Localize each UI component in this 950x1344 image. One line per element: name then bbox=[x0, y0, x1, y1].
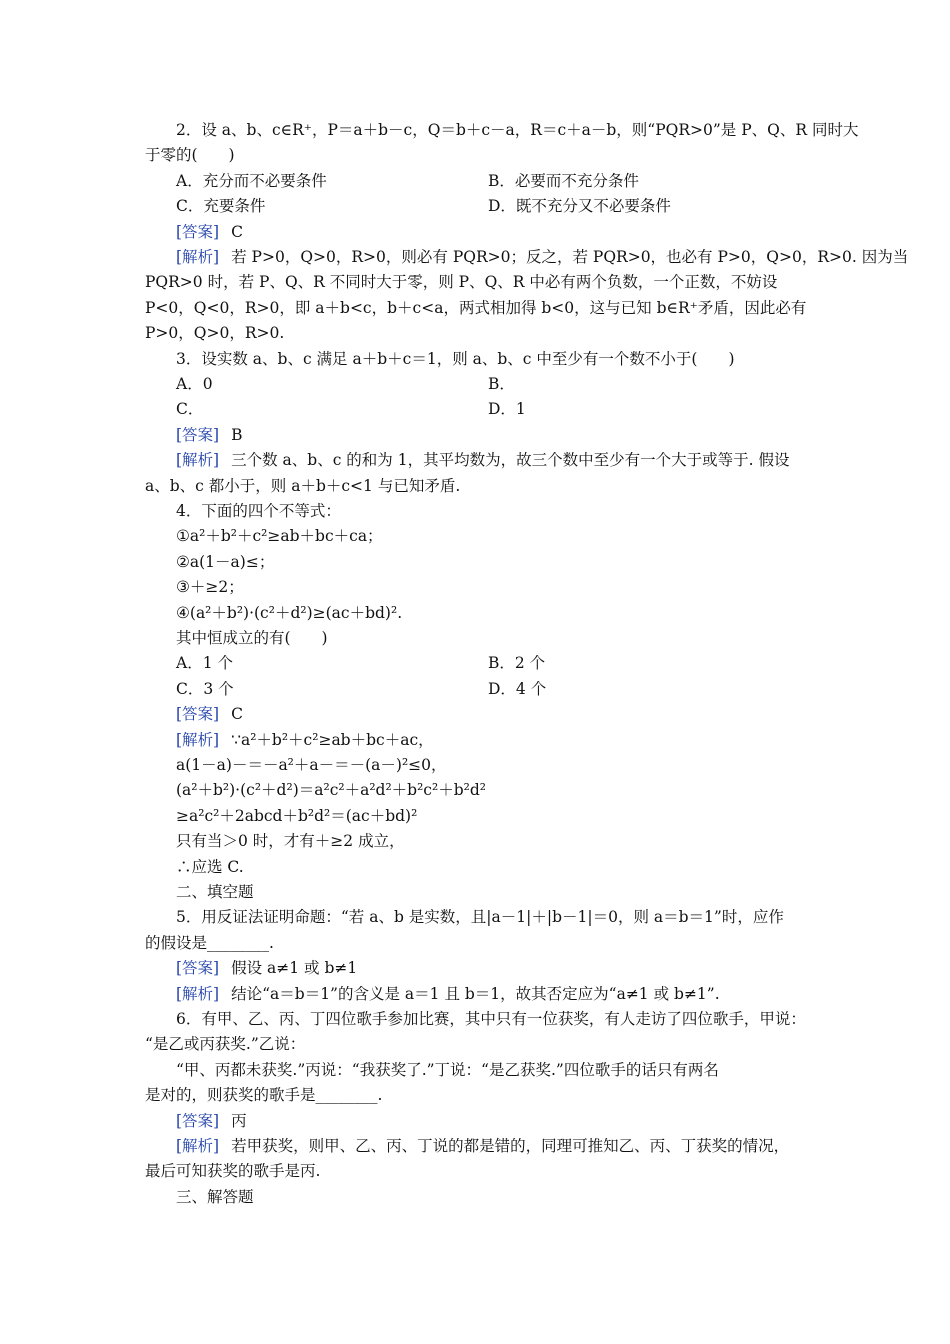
line-text: 若 P>0，Q>0，R>0，则必有 PQR>0；反之，若 PQR>0，也必有 P>0，Q>0，R>0. 因为当 bbox=[231, 248, 909, 266]
line-text: a(1－a)－＝－a²＋a－＝－(a－)²≤0， bbox=[176, 756, 447, 774]
line-text: 5．用反证法证明命题：“若 a、b 是实数，且|a－1|＋|b－1|＝0，则 a＝b＝1”时，应作 bbox=[176, 908, 784, 927]
text-line bbox=[176, 806, 841, 826]
text-line bbox=[176, 1009, 841, 1029]
answer-tag: [解析] bbox=[176, 730, 220, 749]
line-text: PQR>0 时，若 P、Q、R 不同时大于零，则 P、Q、R 中必有两个负数，一个正数，不妨设 bbox=[145, 273, 778, 292]
line-text: ∵a²＋b²＋c²≥ab＋bc＋ac， bbox=[231, 730, 434, 749]
line-text: P<0，Q<0，R>0，即 a＋b<c，b＋c<a，两式相加得 b<0，这与已知 b∈R⁺矛盾，因此必有 bbox=[145, 298, 807, 317]
text-line bbox=[176, 1187, 841, 1207]
text-line bbox=[176, 349, 841, 369]
line-text: 3．设实数 a、b、c 满足 a＋b＋c＝1，则 a、b、c 中至少有一个数不小于( ) bbox=[176, 349, 735, 368]
text-line bbox=[145, 323, 810, 343]
line-text: a、b、c 都小于，则 a＋b＋c<1 与已知矛盾. bbox=[145, 476, 461, 495]
answer-line bbox=[176, 958, 841, 978]
answer-tag: [解析] bbox=[176, 984, 220, 1003]
option-left: A．0 bbox=[176, 375, 213, 393]
line-text: “是乙或丙获奖.”乙说： bbox=[145, 1035, 306, 1054]
line-text: 假设 a≠1 或 b≠1 bbox=[231, 959, 358, 978]
text-line bbox=[176, 882, 841, 902]
option-row bbox=[176, 653, 841, 673]
answer-tag: [解析] bbox=[176, 451, 220, 470]
line-text: (a²＋b²)·(c²＋d²)＝a²c²＋a²d²＋b²c²＋b²d² bbox=[176, 781, 486, 800]
answer-line bbox=[176, 984, 841, 1004]
option-left: C． bbox=[176, 400, 204, 419]
line-text: C bbox=[231, 705, 243, 724]
text-line bbox=[176, 628, 841, 648]
text-line bbox=[176, 857, 841, 877]
option-right: D．4 个 bbox=[488, 679, 547, 698]
answer-line bbox=[176, 222, 841, 242]
option-row bbox=[176, 196, 841, 216]
answer-line bbox=[176, 730, 841, 750]
line-text: 其中恒成立的有( ) bbox=[176, 629, 328, 647]
line-text: C bbox=[231, 222, 243, 241]
text-line bbox=[176, 1060, 841, 1080]
line-text: 二、填空题 bbox=[176, 883, 254, 901]
text-line bbox=[145, 1085, 810, 1105]
option-right: D．既不充分又不必要条件 bbox=[488, 197, 671, 216]
line-text: 于零的( ) bbox=[145, 146, 235, 165]
text-line bbox=[176, 780, 841, 800]
answer-tag: [答案] bbox=[176, 959, 220, 978]
answer-tag: [解析] bbox=[176, 248, 220, 266]
text-line bbox=[176, 907, 841, 927]
answer-line bbox=[176, 450, 841, 470]
text-line bbox=[145, 1161, 810, 1181]
answer-line bbox=[176, 1111, 841, 1131]
line-text: 若甲获奖，则甲、乙、丙、丁说的都是错的，同理可推知乙、丙、丁获奖的情况， bbox=[231, 1137, 790, 1155]
line-text: ③＋≥2； bbox=[176, 578, 244, 597]
line-text: 是对的，则获奖的歌手是________. bbox=[145, 1086, 383, 1105]
text-line bbox=[176, 831, 841, 851]
option-row bbox=[176, 171, 841, 191]
option-row bbox=[176, 374, 841, 394]
line-text: 6．有甲、乙、丙、丁四位歌手参加比赛，其中只有一位获奖，有人走访了四位歌手，甲说： bbox=[176, 1010, 806, 1028]
option-right: B． bbox=[488, 375, 515, 393]
text-line bbox=[176, 120, 859, 140]
text-line bbox=[176, 755, 841, 775]
answer-tag: [答案] bbox=[176, 705, 220, 724]
answer-tag: [答案] bbox=[176, 222, 220, 241]
answer-tag: [答案] bbox=[176, 425, 220, 444]
text-line bbox=[145, 476, 810, 496]
text-line bbox=[145, 1034, 810, 1054]
answer-line bbox=[176, 247, 909, 267]
line-text: 结论“a＝b＝1”的含义是 a＝1 且 b＝1，故其否定应为“a≠1 或 b≠1”. bbox=[231, 984, 720, 1003]
option-right: B．2 个 bbox=[488, 654, 546, 673]
line-text: “甲、丙都未获奖.”丙说：“我获奖了.”丁说：“是乙获奖.”四位歌手的话只有两名 bbox=[176, 1060, 719, 1079]
option-left: C．3 个 bbox=[176, 679, 234, 698]
text-line bbox=[176, 552, 841, 572]
line-text: 的假设是________. bbox=[145, 933, 274, 952]
answer-line bbox=[176, 425, 841, 445]
line-text: 三、解答题 bbox=[176, 1187, 254, 1206]
line-text: ∴应选 C. bbox=[176, 857, 244, 876]
option-row bbox=[176, 399, 841, 419]
option-right: D．1 bbox=[488, 400, 526, 419]
text-line bbox=[145, 272, 810, 292]
line-text: ②a(1－a)≤； bbox=[176, 552, 275, 571]
text-line bbox=[176, 526, 841, 546]
line-text: ①a²＋b²＋c²≥ab＋bc＋ca； bbox=[176, 527, 383, 546]
line-text: P>0，Q>0，R>0. bbox=[145, 324, 285, 343]
text-line bbox=[176, 577, 841, 597]
line-text: 4．下面的四个不等式： bbox=[176, 502, 341, 520]
line-text: 2．设 a、b、c∈R⁺，P＝a＋b－c，Q＝b＋c－a，R＝c＋a－b，则“PQR>0”是 P、Q、R 同时大 bbox=[176, 121, 859, 139]
line-text: 只有当＞0 时，才有＋≥2 成立， bbox=[176, 832, 405, 851]
line-text: B bbox=[231, 425, 243, 444]
line-text: 丙 bbox=[231, 1111, 247, 1130]
text-line bbox=[145, 933, 810, 953]
text-line bbox=[176, 603, 841, 623]
text-line bbox=[145, 145, 810, 165]
answer-tag: [答案] bbox=[176, 1111, 220, 1130]
line-text: 三个数 a、b、c 的和为 1，其平均数为，故三个数中至少有一个大于或等于. 假设 bbox=[231, 451, 790, 470]
option-left: C．充要条件 bbox=[176, 197, 266, 216]
answer-line bbox=[176, 1136, 841, 1156]
line-text: ≥a²c²＋2abcd＋b²d²＝(ac＋bd)² bbox=[176, 806, 418, 825]
line-text: ④(a²＋b²)·(c²＋d²)≥(ac＋bd)². bbox=[176, 603, 403, 622]
option-left: A．充分而不必要条件 bbox=[176, 171, 327, 190]
option-left: A．1 个 bbox=[176, 654, 233, 673]
option-row bbox=[176, 679, 841, 699]
answer-tag: [解析] bbox=[176, 1137, 220, 1155]
line-text: 最后可知获奖的歌手是丙. bbox=[145, 1162, 321, 1181]
option-right: B．必要而不充分条件 bbox=[488, 171, 639, 190]
text-line bbox=[145, 298, 810, 318]
text-line bbox=[176, 501, 841, 521]
answer-line bbox=[176, 704, 841, 724]
